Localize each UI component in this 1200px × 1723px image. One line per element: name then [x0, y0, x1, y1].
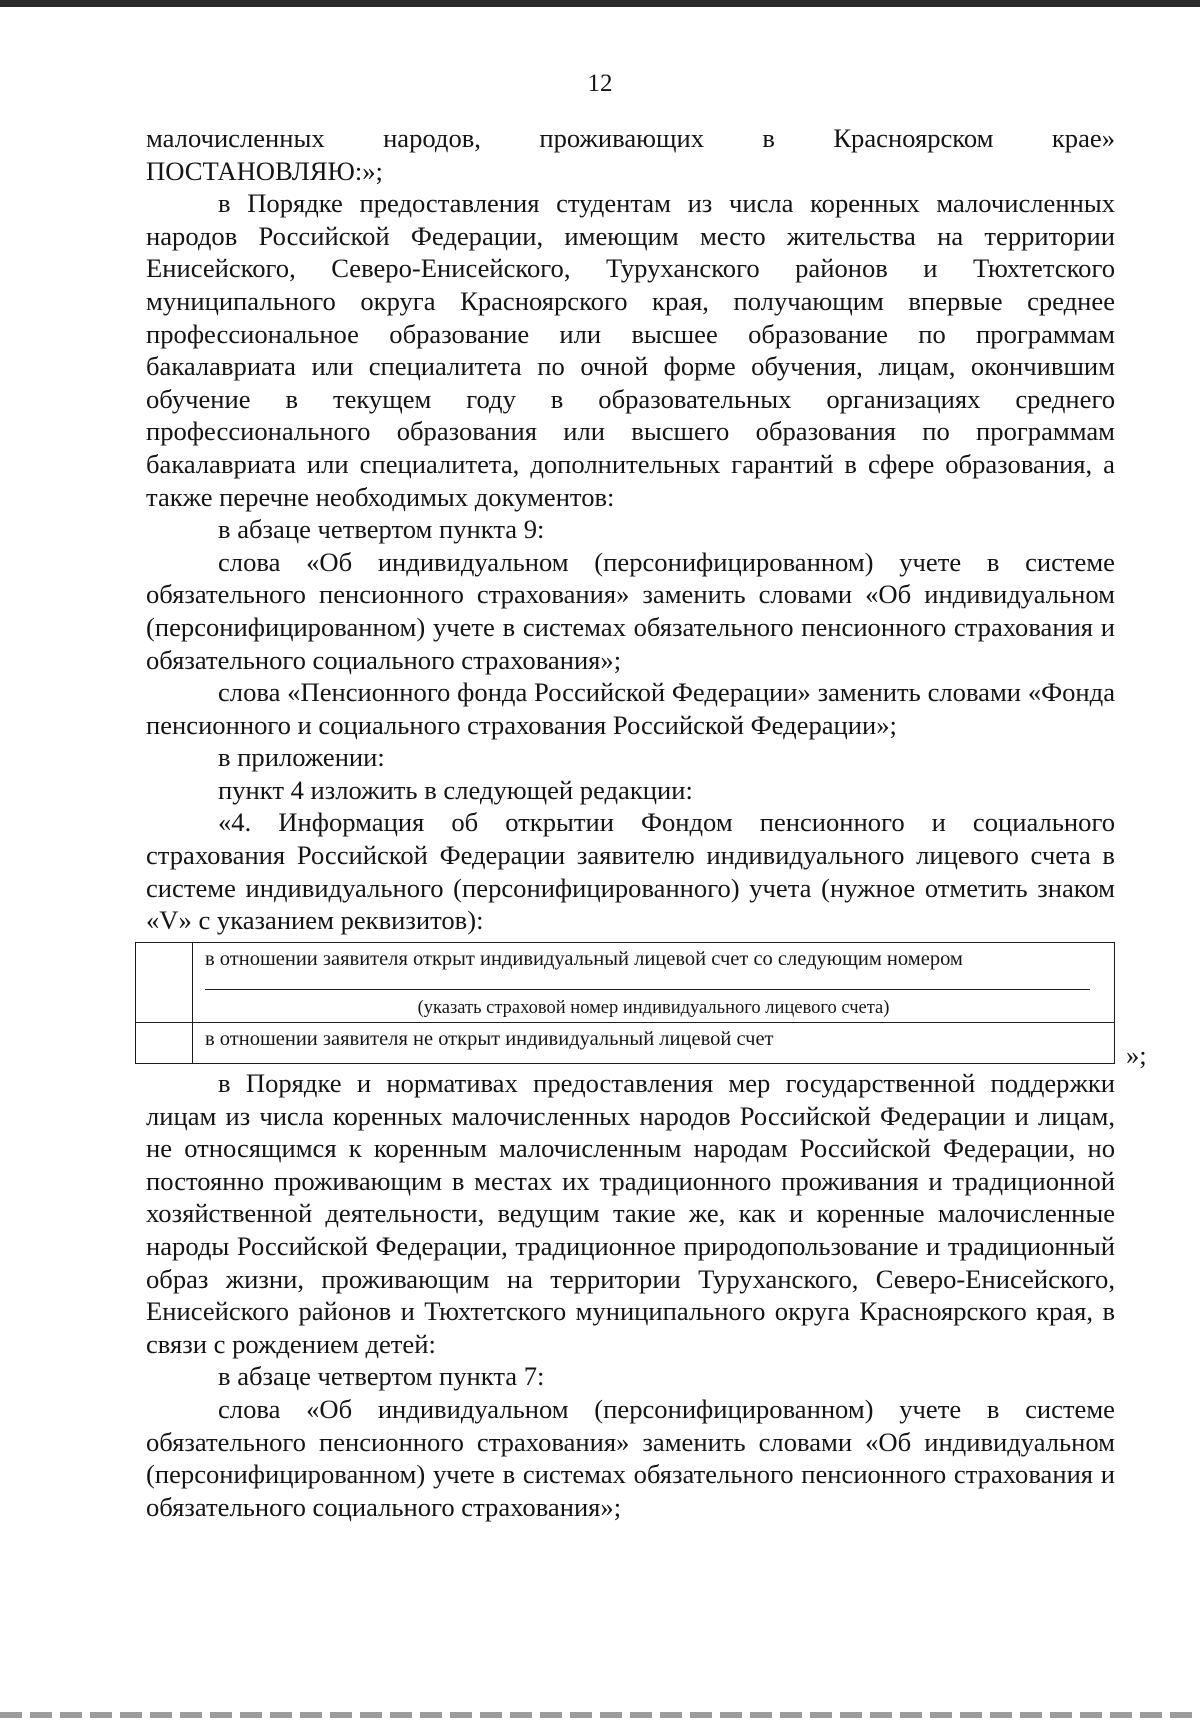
account-number-line [205, 989, 1090, 990]
paragraph-students-order: в Порядке предоставления студентам из числа коренных малочисленных народов Российской Федерации, имеющим место жительства на территории Енисейского, Северо-Енисейского, Туруханского районов и Тюхтетского муниципального округа Красноярского края, получающим впервые среднее профессиональное образование или высшее образование по программам бакалавриата или специалитета по очной форме обучения, лицам, окончившим обучение в текущем году в образовательных организациях среднего профессионального образования или высшего образования по программам бакалавриата или специалитета, дополнительных гарантий в сфере образования, а также перечне необходимых документов: [146, 188, 1115, 512]
scan-top-edge [0, 0, 1200, 7]
word: народов, [383, 123, 481, 153]
closing-quote: »; [1126, 1040, 1147, 1070]
paragraph-item-4-new: пункт 4 изложить в следующей редакции: [218, 774, 693, 805]
option-opened-label: в отношении заявителя открыт индивидуальный лицевой счет со следующим номером [205, 948, 963, 970]
paragraph-words-replace-1: слова «Об индивидуальном (персонифицированном) учете в системе обязательного пенсионного страхования» заменить словами «Об индивидуальном (персонифицированном) учете в системах обязательного пенсионного страхования и обязательного социального страхования»; [146, 546, 1115, 675]
scan-bottom-edge [0, 1712, 1200, 1718]
word: малочисленных [146, 123, 325, 153]
word: проживающих [539, 123, 704, 153]
option-cell-not-opened [193, 1023, 1115, 1064]
resolution-line-1 [146, 122, 1115, 155]
document-body-bottom [146, 1067, 1115, 1523]
resolution-line-2: ПОСТАНОВЛЯЮ:»; [146, 155, 383, 186]
checkbox-table [135, 942, 1115, 1064]
document-body-top [146, 122, 1115, 937]
word: крае» [1051, 123, 1115, 153]
option-cell-opened [193, 943, 1115, 1023]
table-row [136, 1023, 1115, 1064]
paragraph-support-measures: в Порядке и нормативах предоставления мер государственной поддержки лицам из числа коренных малочисленных народов Российской Федерации и лицам, не относящимся к коренным малочисленным народам Российской Федерации, но постоянно проживающим в местах их традиционного проживания и традиционной хозяйственной деятельности, ведущим такие же, как и коренные малочисленные народы Российской Федерации, традиционное природопользование и традиционный образ жизни, проживающим на территории Туруханского, Северо-Енисейского, Енисейского районов и Тюхтетского муниципального округа Красноярского края, в связи с рождением детей: [146, 1068, 1115, 1359]
option-not-opened-label: в отношении заявителя не открыт индивидуальный лицевой счет [205, 1028, 774, 1050]
paragraph-words-replace-2: слова «Пенсионного фонда Российской Федерации» заменить словами «Фонда пенсионного и социального страхования Российской Федерации»; [146, 677, 1115, 740]
word: в [762, 123, 775, 153]
paragraph-appendix: в приложении: [218, 742, 385, 773]
account-status-table [135, 942, 1115, 1064]
account-number-hint: (указать страховой номер индивидуального лицевого счета) [417, 998, 890, 1018]
paragraph-item-4-text: «4. Информация об открытии Фондом пенсионного и социального страхования Российской Федерации заявителю индивидуального лицевого счета в системе индивидуального (персонифицированного) учета (нужное отметить знаком «V» с указанием реквизитов): [146, 807, 1115, 936]
checkbox-cell-opened[interactable] [136, 943, 193, 1023]
paragraph-item-7: в абзаце четвертом пункта 7: [218, 1361, 545, 1392]
paragraph-item-9: в абзаце четвертом пункта 9: [218, 514, 545, 545]
page-number: 12 [587, 70, 613, 97]
table-row [136, 943, 1115, 1023]
paragraph-resolution-end [146, 122, 1115, 187]
paragraph-words-replace-3: слова «Об индивидуальном (персонифицированном) учете в системе обязательного пенсионного страхования» заменить словами «Об индивидуальном (персонифицированном) учете в системах обязательного пенсионного страхования и обязательного социального страхования»; [146, 1393, 1115, 1522]
checkbox-cell-not-opened[interactable] [136, 1023, 193, 1064]
word: Красноярском [833, 123, 994, 153]
